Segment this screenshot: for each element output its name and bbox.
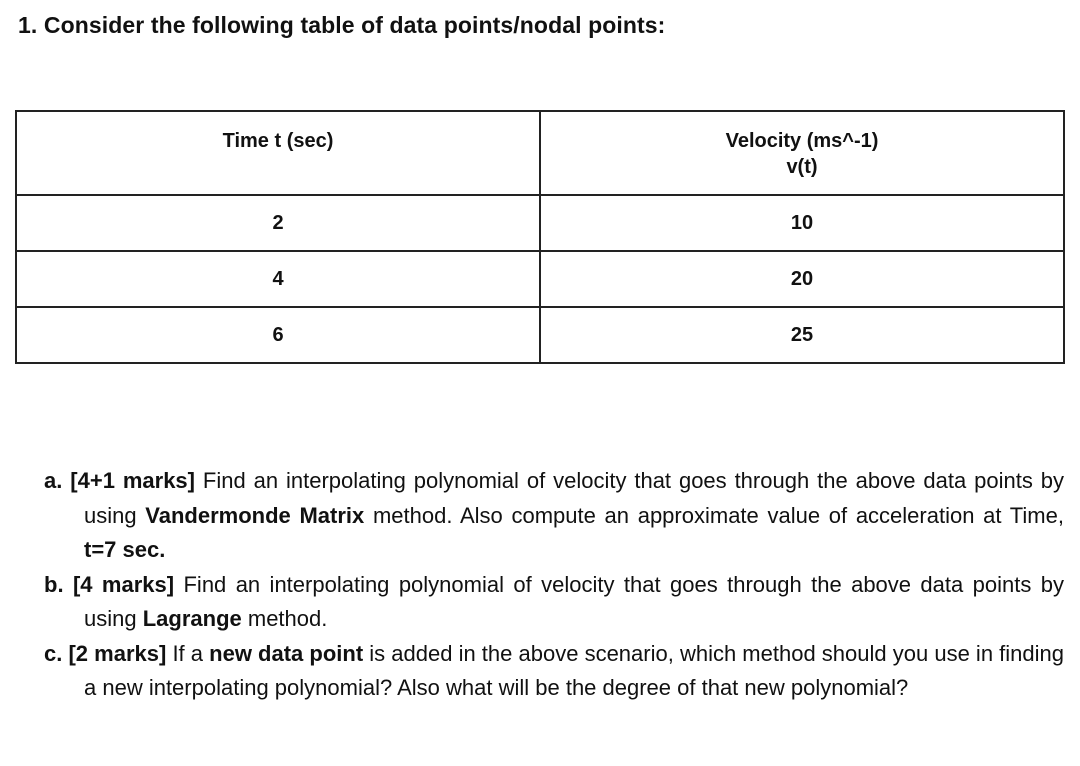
question-parts — [44, 464, 1064, 706]
table-row — [16, 195, 1064, 251]
part-text: Find an interpolating polynomial of velocity that goes through the above data points by using — [84, 468, 1065, 528]
cell-velocity: 25 — [540, 307, 1064, 363]
part-emphasis: new data point — [209, 640, 364, 666]
cell-velocity: 10 — [540, 195, 1064, 251]
cell-time: 6 — [16, 307, 540, 363]
header-velocity — [540, 111, 1064, 195]
cell-velocity: 20 — [540, 251, 1064, 307]
part-marks: [2 marks] — [68, 640, 167, 666]
part-emphasis: Lagrange — [142, 606, 242, 631]
header-time-label: Time t (sec) — [222, 130, 334, 152]
cell-time: 4 — [16, 251, 540, 307]
part-marks: [4 marks] — [72, 571, 175, 597]
header-velocity-label: Velocity (ms^-1) — [725, 130, 879, 152]
header-velocity-sublabel: v(t) — [786, 156, 818, 178]
part-c — [44, 637, 1064, 706]
part-a — [44, 464, 1064, 568]
part-b — [44, 568, 1064, 637]
part-letter: c. — [44, 640, 63, 666]
part-emphasis: t=7 sec. — [84, 537, 166, 562]
table-row — [16, 307, 1064, 363]
part-marks: [4+1 marks] — [70, 468, 195, 493]
question-heading: 1. Consider the following table of data points/nodal points: — [18, 12, 666, 38]
data-points-table — [15, 110, 1065, 364]
part-text: is added in the above scenario, which method should you use in finding a new interpolating polynomial? Also what will be the degree of that new polynomial? — [84, 640, 1064, 700]
cell-time: 2 — [16, 195, 540, 251]
part-text: Find an interpolating polynomial of velocity that goes through the above data points by using — [84, 571, 1064, 631]
part-text: method. — [241, 606, 328, 631]
table-header-row — [16, 111, 1064, 195]
header-time — [16, 111, 540, 195]
part-letter: b. — [44, 571, 64, 597]
table-row — [16, 251, 1064, 307]
part-text: If a — [166, 640, 210, 666]
part-letter: a. — [44, 468, 63, 493]
part-text: method. Also compute an approximate value of acceleration at Time, — [364, 502, 1064, 528]
part-emphasis: Vandermonde Matrix — [145, 502, 365, 528]
